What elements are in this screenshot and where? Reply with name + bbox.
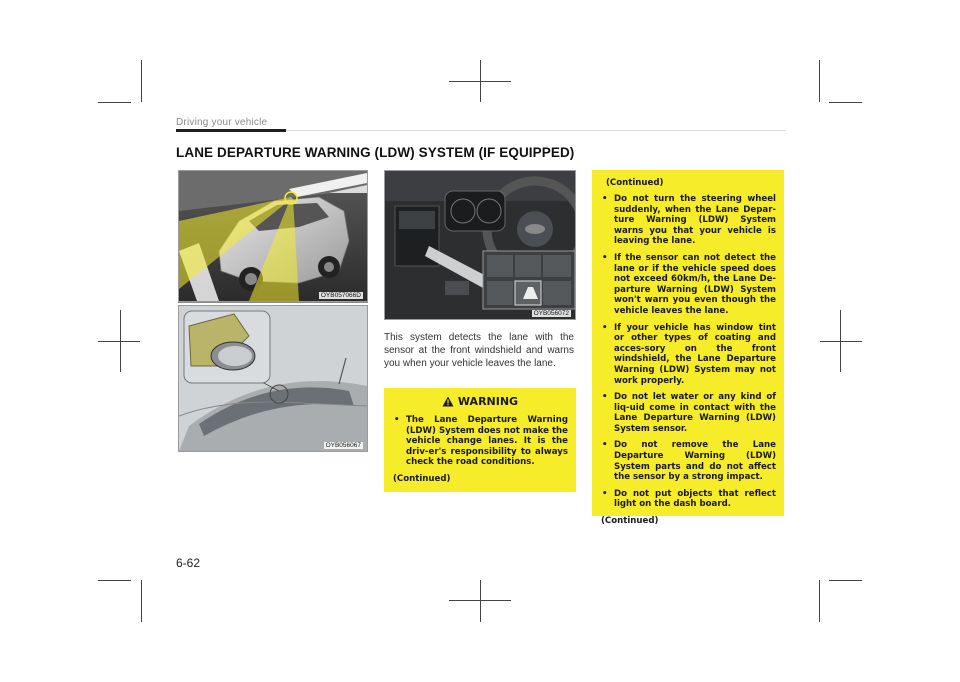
page-number: 6-62	[176, 556, 201, 570]
continued-item: • Do not let water or any kind of liq-uid come in contact with the Lane Departure Warning (LDW) System sensor.	[598, 392, 776, 434]
continued-item: • Do not put objects that reflect light on the dash board.	[598, 489, 776, 510]
figure-code: OYB057066D	[320, 292, 361, 299]
warning-title: WARNING	[457, 395, 519, 408]
figure-car-sensor	[178, 170, 368, 302]
continued-top-label: (Continued)	[606, 178, 664, 188]
section-header: Driving your vehicle	[176, 117, 268, 128]
continued-item: • Do not turn the steering wheel suddenly, when the Lane Depar-ture Warning (LDW) System warns you that your vehicle is leaving the lane.	[598, 194, 776, 247]
figure-code: OYB056067	[325, 442, 361, 449]
continued-label: (Continued)	[393, 473, 451, 484]
intro-paragraph: This system detects the lane with the sensor at the front windshield and warns you when your vehicle leaves the lane.	[384, 332, 574, 369]
figure-code: OYB056072	[533, 310, 569, 317]
figure-windshield-sensor	[178, 305, 368, 452]
header-accent-bar	[176, 129, 286, 132]
continued-item: • If your vehicle has window tint or other types of coating and acces-sory on the front windshield, the Lane Departure Warning (LDW) System may not work properly.	[598, 323, 776, 387]
continued-warning-box	[592, 170, 784, 527]
warning-box	[384, 388, 576, 492]
figure-ldw-switch	[384, 170, 576, 320]
windshield-illustration	[179, 306, 367, 451]
continued-item: • If the sensor can not detect the lane or if the vehicle speed does not exceed 60km/h, the Lane De-parture Warning (LDW) System won't warn you even though the vehicle leaves the lane.	[598, 253, 776, 317]
warning-item: • The Lane Departure Warning (LDW) System does not make the vehicle change lanes. It is the driv-er's responsibility to always check the road conditions.	[390, 415, 568, 468]
continued-item: • Do not remove the Lane Departure Warning (LDW) System parts and do not affect the sensor by a strong impact.	[598, 440, 776, 482]
warning-triangle-icon	[442, 396, 454, 407]
page-title: LANE DEPARTURE WARNING (LDW) SYSTEM (IF EQUIPPED)	[176, 145, 575, 160]
continued-bottom-label: (Continued)	[601, 516, 659, 527]
warning-heading	[384, 395, 576, 408]
figure-divider	[178, 302, 368, 303]
dashboard-illustration	[385, 171, 575, 319]
header-rule	[286, 130, 786, 131]
car-sensor-illustration	[179, 171, 367, 301]
